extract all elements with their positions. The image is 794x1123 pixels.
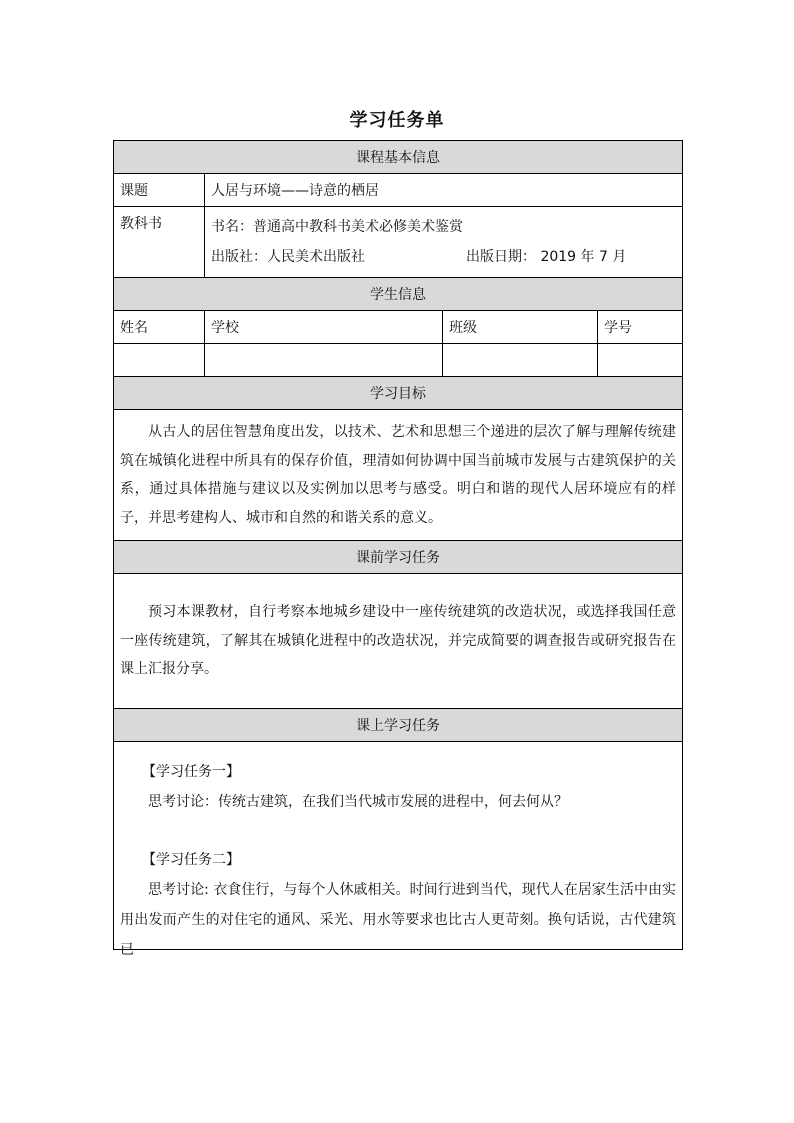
publisher: 出版社：人民美术出版社 xyxy=(211,249,365,265)
goals-header-row xyxy=(114,377,683,410)
class-field[interactable] xyxy=(443,344,598,377)
task2-text: 思考讨论: 衣食住行，与每个人休戚相关。时间行进到当代，现代人在居家生活中由实用出发而产生的对住宅的通风、采光、用水等要求也比古人更苛刻。换句话说，古代建筑已 xyxy=(120,882,676,958)
goals-cell xyxy=(114,410,683,541)
course-info-header: 课程基本信息 xyxy=(114,141,683,174)
goals-header: 学习目标 xyxy=(114,377,683,410)
pre-class-header-row xyxy=(114,541,683,574)
name-column-header: 姓名 xyxy=(114,311,205,344)
task1-title: 【学习任务一】 xyxy=(142,764,240,780)
in-class-header: 课上学习任务 xyxy=(114,709,683,742)
book-name: 书名：普通高中教科书美术必修美术鉴赏 xyxy=(211,219,463,235)
publish-date: 出版日期： 2019 年 7 月 xyxy=(466,249,627,265)
task2-title: 【学习任务二】 xyxy=(142,852,240,868)
school-column-header: 学校 xyxy=(205,311,443,344)
goals-text: 从古人的居住智慧角度出发，以技术、艺术和思想三个递进的层次了解与理解传统建筑在城镇化进程中所具有的保存价值，理清如何协调中国当前城市发展与古建筑保护的关系，通过具体措施与建议以及实例加以思考与感受。明白和谐的现代人居环境应有的样子，并思考建构人、城市和自然的和谐关系的意义。 xyxy=(120,424,676,526)
class-column-header: 班级 xyxy=(443,311,598,344)
student-columns-row xyxy=(114,311,683,344)
pre-class-row xyxy=(114,574,683,709)
page-title: 学习任务单 xyxy=(349,110,445,131)
goals-row xyxy=(114,410,683,541)
pre-class-cell xyxy=(114,574,683,709)
publish-line xyxy=(211,242,676,272)
textbook-label: 教科书 xyxy=(114,207,205,278)
pre-class-header: 课前学习任务 xyxy=(114,541,683,574)
task-sheet-table xyxy=(113,140,683,958)
student-values-row xyxy=(114,344,683,377)
topic-label: 课题 xyxy=(114,174,205,207)
in-class-cell xyxy=(114,742,683,958)
in-class-header-row xyxy=(114,709,683,742)
student-id-column-header: 学号 xyxy=(598,311,683,344)
pre-class-text: 预习本课教材，自行考察本地城乡建设中一座传统建筑的改造状况，或选择我国任意一座传统建筑，了解其在城镇化进程中的改造状况，并完成简要的调查报告或研究报告在课上汇报分享。 xyxy=(120,604,676,678)
course-info-header-row xyxy=(114,141,683,174)
student-id-field[interactable] xyxy=(598,344,683,377)
topic-row xyxy=(114,174,683,207)
topic-value: 人居与环境——诗意的栖居 xyxy=(205,174,683,207)
name-field[interactable] xyxy=(114,344,205,377)
textbook-details xyxy=(205,207,683,278)
student-info-header-row xyxy=(114,278,683,311)
task1-text: 思考讨论：传统古建筑，在我们当代城市发展的进程中，何去何从？ xyxy=(148,794,568,810)
student-info-header: 学生信息 xyxy=(114,278,683,311)
textbook-row xyxy=(114,207,683,278)
school-field[interactable] xyxy=(205,344,443,377)
in-class-row xyxy=(114,742,683,950)
